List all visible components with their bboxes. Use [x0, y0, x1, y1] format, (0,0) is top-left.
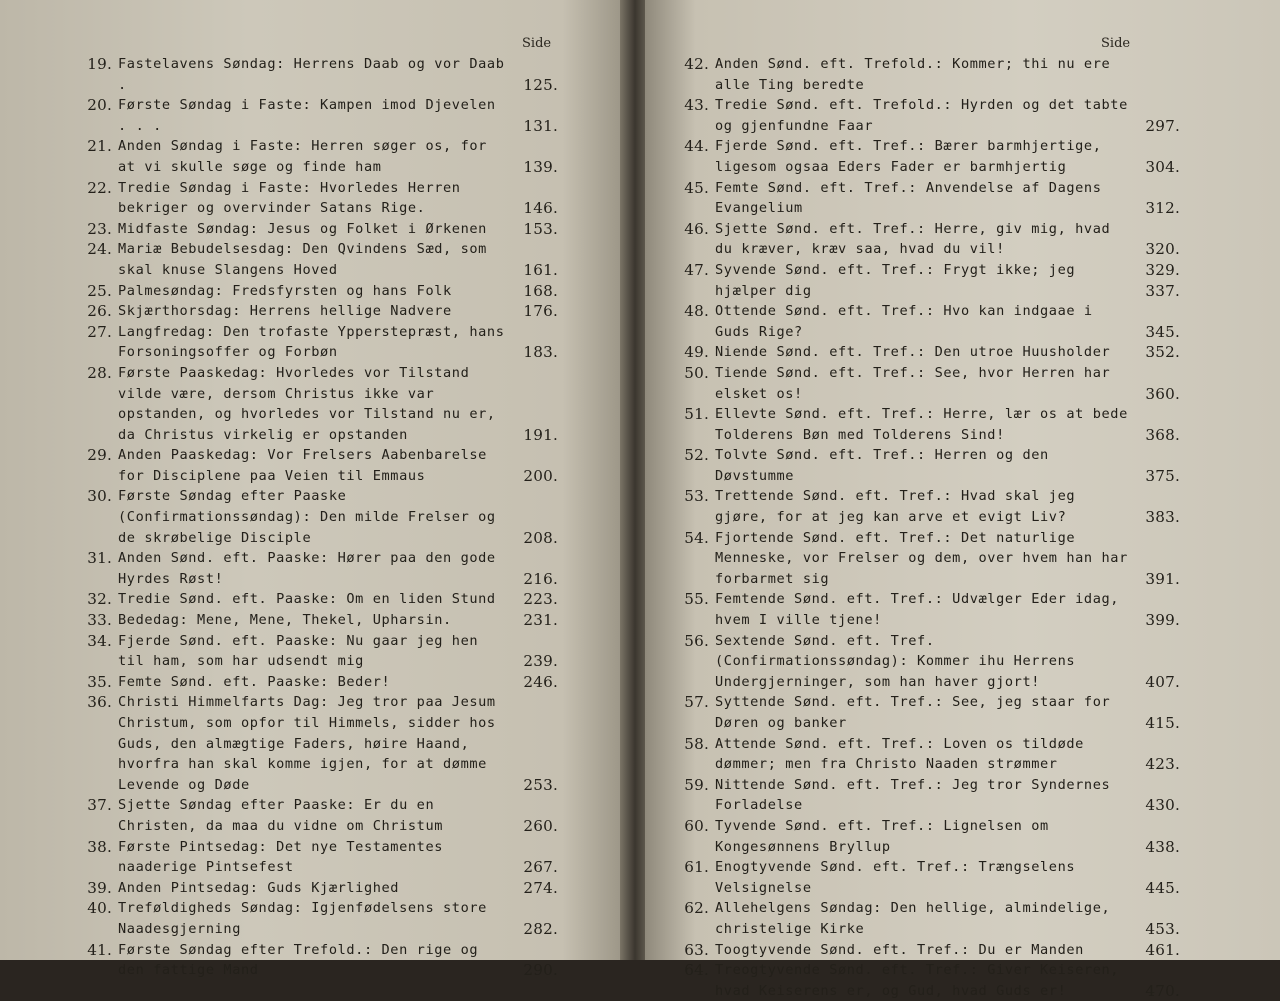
entry-title: Tyvende Sønd. eft. Tref.: Lignelsen om Kongesønnens Bryllup	[715, 817, 1049, 855]
toc-entry	[78, 178, 558, 219]
entry-number: 33.	[87, 611, 112, 630]
entry-title: Fastelavens Søndag: Herrens Daab og vor Daab .	[118, 56, 505, 93]
entry-page-number: 168.	[523, 281, 558, 300]
entry-page-number: 267.	[523, 858, 558, 877]
entry-number: 54.	[684, 528, 709, 547]
entry-page-number: 191.	[523, 425, 558, 444]
entry-title: Skjærthorsdag: Herrens hellige Nadvere	[118, 303, 452, 320]
entry-title: Ottende Sønd. eft. Tref.: Hvo kan indgaae i Guds Rige?	[715, 303, 1093, 340]
entry-title: Første Søndag efter Paaske (Confirmationssøndag): Den milde Frelser og de skrøbelige Disciple	[118, 488, 496, 546]
entry-title: Langfredag: Den trofaste Ypperstepræst, hans Forsoningsoffer og Forbøn	[118, 323, 505, 361]
entry-number: 63.	[684, 940, 709, 959]
side-column-label: Side	[522, 36, 552, 51]
toc-entry	[675, 898, 1180, 939]
entry-number: 35.	[87, 672, 112, 691]
toc-entry	[675, 692, 1180, 733]
entry-number: 27.	[87, 322, 112, 341]
toc-list-right	[675, 54, 1180, 1001]
entry-number: 37.	[87, 796, 112, 815]
entry-page-number: 368.	[1145, 425, 1180, 444]
toc-entry	[675, 816, 1180, 857]
toc-entry	[78, 548, 558, 589]
entry-page-number: 153.	[523, 219, 558, 238]
entry-title: Enogtyvende Sønd. eft. Tref.: Trængselens Velsignelse	[715, 859, 1076, 896]
toc-entry	[675, 960, 1180, 1001]
toc-entry	[675, 445, 1180, 486]
entry-number: 52.	[684, 446, 709, 465]
entry-page-number: 282.	[523, 919, 558, 938]
side-column-label: Side	[1101, 36, 1131, 51]
entry-title: Første Søndag efter Trefold.: Den rige og den fattige Mand	[118, 941, 479, 979]
entry-number: 62.	[684, 899, 709, 918]
entry-number: 24.	[87, 240, 112, 259]
toc-entry	[78, 795, 558, 836]
entry-title: Anden Paaskedag: Vor Frelsers Aabenbarelse for Disciplene paa Veien til Emmaus	[118, 447, 487, 484]
entry-page-number: 445.	[1145, 878, 1180, 897]
toc-entry	[78, 54, 558, 95]
toc-entry	[675, 363, 1180, 404]
entry-page-number: 231.	[523, 611, 558, 630]
entry-title: Første Søndag i Faste: Kampen imod Djevelen . . .	[118, 97, 496, 134]
toc-entry	[675, 260, 1180, 301]
entry-number: 36.	[87, 693, 112, 712]
entry-number: 46.	[684, 219, 709, 238]
entry-page-number: 312.	[1145, 199, 1180, 218]
entry-page-number: 415.	[1145, 714, 1180, 732]
toc-entry	[78, 281, 558, 302]
entry-title: Syvende Sønd. eft. Tref.: Frygt ikke; jeg hjælper dig	[715, 261, 1076, 299]
entry-number: 59.	[684, 775, 709, 794]
entry-title: Tredie Sønd. eft. Paaske: Om en liden Stund	[118, 591, 496, 608]
entry-number: 55.	[684, 590, 709, 609]
entry-number: 45.	[684, 178, 709, 197]
entry-number: 34.	[87, 631, 112, 650]
entry-title: Første Paaskedag: Hvorledes vor Tilstand vilde være, dersom Christus ikke var opstanden, og hvorledes vor Tilstand nu er, da Christus virkelig er opstanden	[118, 364, 496, 443]
entry-title: Fjerde Sønd. eft. Tref.: Bærer barmhjertige, ligesom ogsaa Eders Fader er barmhjertig	[715, 138, 1102, 175]
toc-entry	[78, 301, 558, 322]
entry-page-number: 139.	[523, 157, 558, 176]
toc-entry	[78, 672, 558, 693]
entry-page-number: 352.	[1145, 343, 1180, 362]
toc-entry	[675, 54, 1180, 95]
entry-page-number: 345.	[1145, 322, 1180, 341]
toc-entry	[675, 342, 1180, 363]
entry-number: 29.	[87, 446, 112, 465]
entry-page-number: 131.	[523, 116, 558, 135]
entry-title: Nittende Sønd. eft. Tref.: Jeg tror Syndernes Forladelse	[715, 776, 1111, 814]
entry-page-number: 290.	[523, 961, 558, 980]
entry-page-number: 208.	[523, 528, 558, 547]
entry-page-number: 375.	[1145, 466, 1180, 485]
right-page	[645, 0, 1280, 1000]
entry-title: Allehelgens Søndag: Den hellige, almindelige, christelige Kirke	[715, 900, 1111, 937]
toc-entry	[78, 136, 558, 177]
entry-page-number: 183.	[523, 343, 558, 362]
entry-title: Treogtyvende Sønd. eft. Tref.: Giver Keiseren, hvad Keiserens er, og Gud, hvad Guds er!	[715, 962, 1120, 999]
entry-title: Anden Sønd. eft. Paaske: Hører paa den gode Hyrdes Røst!	[118, 550, 496, 587]
toc-entry	[78, 486, 558, 548]
entry-number: 31.	[87, 549, 112, 568]
entry-page-number: 438.	[1145, 837, 1180, 856]
entry-page-number: 146.	[523, 199, 558, 218]
toc-entry	[675, 940, 1180, 961]
entry-page-number: 176.	[523, 302, 558, 321]
entry-page-number: 239.	[523, 652, 558, 671]
entry-page-number: 329. 337.	[1145, 260, 1180, 300]
entry-title: Sextende Sønd. eft. Tref. (Confirmationssøndag): Kommer ihu Herrens Undergjerninger, som han haver gjort!	[715, 632, 1076, 690]
entry-number: 60.	[684, 816, 709, 835]
toc-entry	[78, 322, 558, 363]
toc-entry	[675, 301, 1180, 342]
entry-number: 21.	[87, 137, 112, 156]
toc-entry	[675, 734, 1180, 775]
toc-entry	[78, 940, 558, 981]
entry-page-number: 407.	[1145, 672, 1180, 691]
entry-title: Tredie Sønd. eft. Trefold.: Hyrden og det tabte og gjenfundne Faar	[715, 97, 1128, 134]
entry-page-number: 399.	[1145, 611, 1180, 630]
toc-entry	[78, 219, 558, 240]
entry-number: 32.	[87, 590, 112, 609]
entry-title: Tolvte Sønd. eft. Tref.: Herren og den Døvstumme	[715, 447, 1049, 484]
entry-page-number: 246.	[523, 672, 558, 691]
entry-number: 39.	[87, 878, 112, 897]
entry-number: 44.	[684, 137, 709, 156]
toc-entry	[78, 445, 558, 486]
entry-number: 22.	[87, 178, 112, 197]
entry-number: 48.	[684, 302, 709, 321]
entry-title: Bededag: Mene, Mene, Thekel, Upharsin.	[118, 612, 452, 629]
entry-page-number: 470.	[1145, 981, 1180, 1000]
entry-page-number: 260.	[523, 816, 558, 835]
entry-title: Anden Søndag i Faste: Herren søger os, for at vi skulle søge og finde ham	[118, 138, 487, 175]
entry-title: Tredie Søndag i Faste: Hvorledes Herren bekriger og overvinder Satans Rige.	[118, 179, 461, 217]
entry-page-number: 161.	[523, 260, 558, 279]
entry-number: 50.	[684, 363, 709, 382]
entry-title: Femtende Sønd. eft. Tref.: Udvælger Eder idag, hvem I ville tjene!	[715, 591, 1120, 629]
entry-title: Anden Sønd. eft. Trefold.: Kommer; thi nu ere alle Ting beredte	[715, 56, 1111, 93]
toc-entry	[675, 404, 1180, 445]
toc-entry	[675, 486, 1180, 527]
entry-title: Trettende Sønd. eft. Tref.: Hvad skal jeg gjøre, for at jeg kan arve et evigt Liv?	[715, 488, 1076, 526]
entry-page-number: 383.	[1145, 508, 1180, 527]
toc-entry	[78, 898, 558, 939]
toc-entry	[675, 528, 1180, 590]
left-page	[0, 0, 625, 980]
entry-number: 53.	[684, 487, 709, 506]
toc-entry	[675, 136, 1180, 177]
entry-title: Ellevte Sønd. eft. Tref.: Herre, lær os at bede Tolderens Bøn med Tolderens Sind!	[715, 406, 1128, 443]
toc-entry	[78, 631, 558, 672]
entry-title: Fjerde Sønd. eft. Paaske: Nu gaar jeg hen til ham, som har udsendt mig	[118, 632, 479, 670]
entry-title: Fjortende Sønd. eft. Tref.: Det naturlige Menneske, vor Frelser og dem, over hvem han har forbarmet sig	[715, 529, 1128, 587]
entry-title: Anden Pintsedag: Guds Kjærlighed	[118, 879, 400, 896]
toc-entry	[675, 95, 1180, 136]
entry-page-number: 304.	[1145, 157, 1180, 176]
entry-number: 28.	[87, 363, 112, 382]
entry-number: 42.	[684, 55, 709, 73]
toc-entry	[78, 95, 558, 136]
toc-list-left	[78, 54, 558, 981]
entry-page-number: 125.	[523, 75, 558, 94]
toc-entry	[675, 178, 1180, 219]
toc-entry	[675, 775, 1180, 816]
toc-entry	[78, 878, 558, 899]
entry-title: Palmesøndag: Fredsfyrsten og hans Folk	[118, 282, 452, 299]
entry-page-number: 297.	[1145, 116, 1180, 135]
entry-number: 41.	[87, 940, 112, 959]
entry-number: 43.	[684, 96, 709, 115]
entry-page-number: 453.	[1145, 919, 1180, 938]
entry-title: Christi Himmelfarts Dag: Jeg tror paa Jesum Christum, som opfor til Himmels, sidder hos Guds, den almægtige Faders, høire Haand, hvorfra han skal komme igjen, for at dømme Levende og Døde	[118, 694, 496, 793]
toc-entry	[675, 857, 1180, 898]
toc-entry	[78, 363, 558, 445]
entry-page-number: 391.	[1145, 569, 1180, 588]
entry-number: 38.	[87, 837, 112, 856]
entry-number: 58.	[684, 734, 709, 753]
entry-number: 47.	[684, 260, 709, 279]
entry-number: 23.	[87, 219, 112, 238]
entry-title: Toogtyvende Sønd. eft. Tref.: Du er Manden	[715, 941, 1084, 958]
entry-title: Treføldigheds Søndag: Igjenfødelsens store Naadesgjerning	[118, 900, 487, 937]
toc-entry	[675, 219, 1180, 260]
toc-entry	[78, 837, 558, 878]
entry-number: 49.	[684, 343, 709, 362]
entry-number: 20.	[87, 96, 112, 115]
entry-number: 64.	[684, 961, 709, 980]
toc-entry	[78, 589, 558, 610]
entry-number: 40.	[87, 899, 112, 918]
entry-number: 19.	[87, 55, 112, 73]
entry-title: Midfaste Søndag: Jesus og Folket i Ørkenen	[118, 220, 487, 237]
toc-entry	[675, 589, 1180, 630]
entry-number: 61.	[684, 858, 709, 877]
entry-title: Mariæ Bebudelsesdag: Den Qvindens Sæd, som skal knuse Slangens Hoved	[118, 241, 487, 278]
entry-page-number: 274.	[523, 878, 558, 897]
entry-number: 57.	[684, 693, 709, 712]
entry-page-number: 200.	[523, 466, 558, 485]
entry-title: Sjette Søndag efter Paaske: Er du en Christen, da maa du vidne om Christum	[118, 797, 444, 834]
entry-page-number: 430.	[1145, 796, 1180, 815]
toc-entry	[675, 631, 1180, 693]
entry-number: 56.	[684, 631, 709, 650]
entry-page-number: 360.	[1145, 384, 1180, 403]
entry-title: Femte Sønd. eft. Paaske: Beder!	[118, 673, 391, 690]
entry-page-number: 223.	[523, 590, 558, 609]
entry-title: Tiende Sønd. eft. Tref.: See, hvor Herren har elsket os!	[715, 364, 1111, 402]
entry-number: 26.	[87, 302, 112, 321]
entry-page-number: 216.	[523, 569, 558, 588]
entry-number: 51.	[684, 405, 709, 424]
entry-title: Syttende Sønd. eft. Tref.: See, jeg staar for Døren og banker	[715, 694, 1111, 731]
entry-number: 25.	[87, 281, 112, 300]
entry-title: Niende Sønd. eft. Tref.: Den utroe Huusholder	[715, 344, 1111, 361]
entry-title: Sjette Sønd. eft. Tref.: Herre, giv mig, hvad du kræver, kræv saa, hvad du vil!	[715, 220, 1111, 258]
entry-page-number: 253.	[523, 775, 558, 794]
entry-title: Attende Sønd. eft. Tref.: Loven os tildøde dømmer; men fra Christo Naaden strømmer	[715, 735, 1084, 773]
toc-entry	[78, 239, 558, 280]
entry-title: Første Pintsedag: Det nye Testamentes naaderige Pintsefest	[118, 838, 444, 876]
entry-page-number: 320.	[1145, 240, 1180, 259]
toc-entry	[78, 610, 558, 631]
entry-number: 30.	[87, 487, 112, 506]
entry-page-number: 461.	[1145, 940, 1180, 959]
entry-page-number: 423.	[1145, 755, 1180, 774]
toc-entry	[78, 692, 558, 795]
entry-title: Femte Sønd. eft. Tref.: Anvendelse af Dagens Evangelium	[715, 179, 1102, 217]
